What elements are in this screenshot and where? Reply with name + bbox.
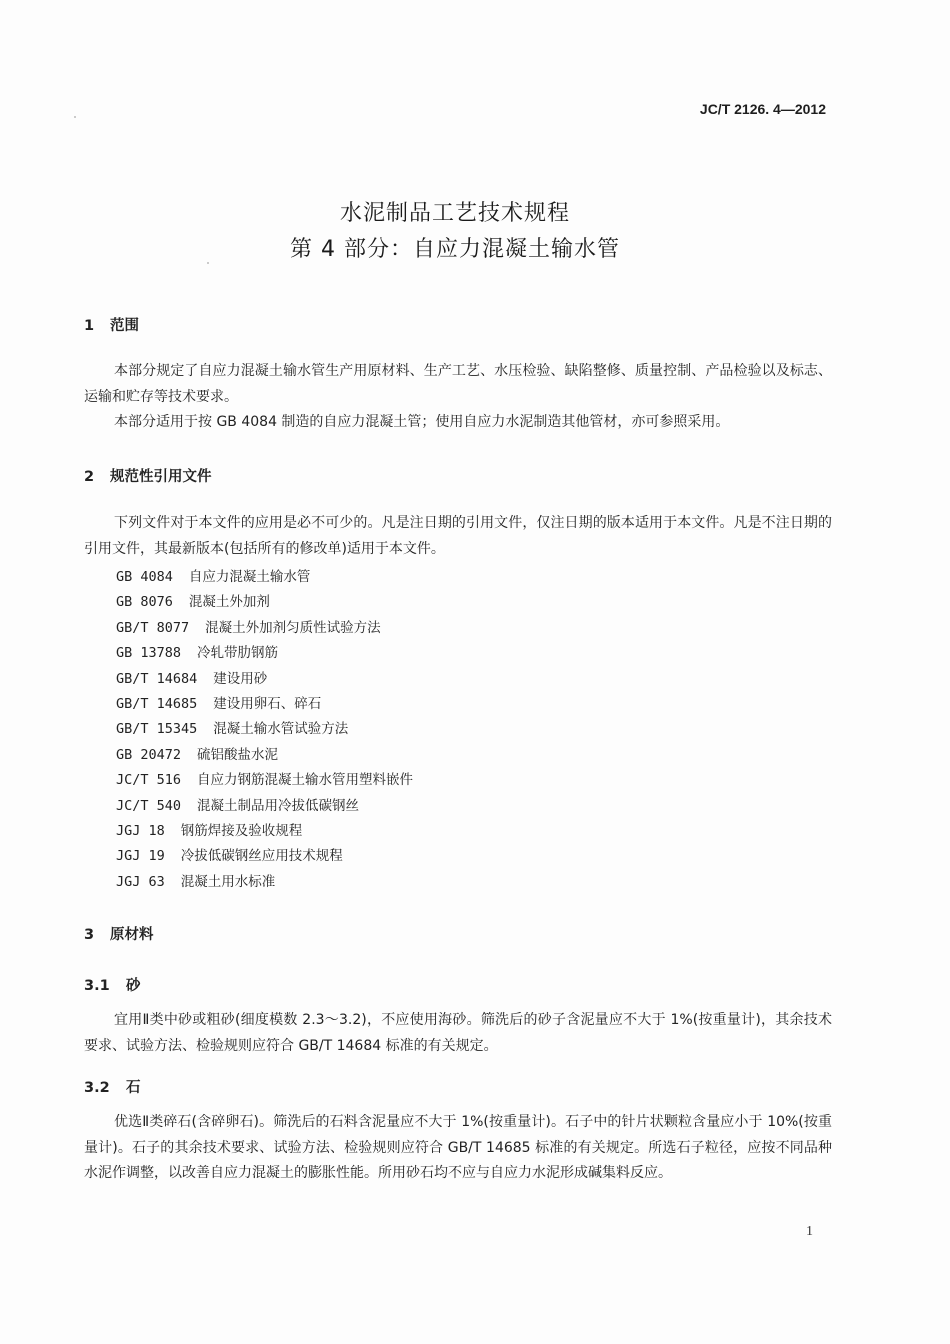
- section-2-heading: [84, 465, 212, 486]
- section-title: 规范性引用文件: [110, 469, 212, 485]
- reference-code: JGJ 18: [116, 822, 165, 839]
- scan-speck: [207, 262, 209, 264]
- reference-item: [116, 667, 413, 692]
- reference-code: GB 13788: [116, 645, 182, 662]
- section-3-2-heading: [84, 1076, 141, 1097]
- section-3-1-heading: [84, 974, 141, 995]
- section-3-1-paragraph: 宜用Ⅱ类中砂或粗砂(细度模数 2.3～3.2)，不应使用海砂。筛洗后的砂子含泥量应不大于 1%(按重量计)，其余技术要求、试验方法、检验规则应符合 GB/T 14684 标准的有关规定。: [84, 1012, 832, 1054]
- reference-code: JGJ 63: [116, 873, 165, 890]
- reference-title: 混凝土用水标准: [180, 873, 276, 890]
- reference-title: 钢筋焊接及验收规程: [180, 822, 303, 839]
- section-title: 原材料: [110, 927, 154, 943]
- page-number: 1: [806, 1224, 813, 1239]
- reference-code: GB 20472: [116, 746, 182, 763]
- reference-title: 硫铝酸盐水泥: [197, 746, 279, 763]
- reference-item: [116, 590, 413, 615]
- reference-title: 混凝土外加剂: [188, 594, 270, 611]
- reference-code: GB 8076: [116, 594, 173, 611]
- section-title: 石: [126, 1080, 141, 1096]
- reference-item: [116, 794, 413, 819]
- section-number: 3: [84, 927, 95, 943]
- section-number: 3.1: [84, 978, 110, 994]
- reference-title: 建设用砂: [213, 670, 268, 687]
- normative-references-list: [116, 565, 413, 895]
- reference-item: [116, 692, 413, 717]
- standard-code: JC/T 2126. 4—2012: [699, 101, 826, 117]
- section-title: 范围: [110, 318, 139, 334]
- reference-item: [116, 616, 413, 641]
- section-1-paragraph-2: 本部分适用于按 GB 4084 制造的自应力混凝土管；使用自应力水泥制造其他管材，亦可参照采用。: [114, 414, 730, 430]
- reference-title: 冷轧带肋钢筋: [197, 645, 279, 662]
- reference-title: 混凝土输水管试验方法: [213, 721, 349, 738]
- reference-item: [116, 641, 413, 666]
- section-number: 3.2: [84, 1080, 110, 1096]
- reference-title: 自应力钢筋混凝土输水管用塑料嵌件: [197, 772, 414, 789]
- reference-item: [116, 717, 413, 742]
- section-title: 砂: [126, 978, 141, 994]
- section-1-paragraph-1: 本部分规定了自应力混凝土输水管生产用原材料、生产工艺、水压检验、缺陷整修、质量控制、产品检验以及标志、运输和贮存等技术要求。: [84, 363, 832, 405]
- reference-item: [116, 743, 413, 768]
- section-3-2-paragraph: 优选Ⅱ类碎石(含碎卵石)。筛洗后的石料含泥量应不大于 1%(按重量计)。石子中的针片状颗粒含量应小于 10%(按重量计)。石子的其余技术要求、试验方法、检验规则应符合 GB/T 14685 标准的有关规定。所选石子粒径，应按不同品种水泥作调整，以改善自应力混凝土的膨胀性能。所用砂石均不应与自应力水泥形成碱集料反应。: [84, 1114, 832, 1182]
- reference-code: GB 4084: [116, 569, 173, 585]
- reference-title: 混凝土外加剂匀质性试验方法: [205, 619, 381, 636]
- reference-title: 自应力混凝土输水管: [188, 569, 311, 585]
- reference-code: JC/T 540: [116, 797, 182, 814]
- reference-code: GB/T 8077: [116, 619, 190, 636]
- section-number: 2: [84, 469, 95, 485]
- reference-title: 冷拔低碳钢丝应用技术规程: [180, 848, 343, 865]
- reference-code: JC/T 516: [116, 772, 182, 789]
- section-1-heading: [84, 314, 139, 335]
- reference-code: GB/T 14684: [116, 670, 198, 687]
- reference-code: GB/T 14685: [116, 695, 198, 712]
- reference-code: GB/T 15345: [116, 721, 198, 738]
- section-2-paragraph-1: 下列文件对于本文件的应用是必不可少的。凡是注日期的引用文件，仅注日期的版本适用于本文件。凡是不注日期的引用文件，其最新版本(包括所有的修改单)适用于本文件。: [84, 515, 832, 557]
- reference-item: [116, 768, 413, 793]
- reference-title: 建设用卵石、碎石: [213, 695, 322, 712]
- reference-code: JGJ 19: [116, 848, 165, 865]
- section-number: 1: [84, 318, 95, 334]
- reference-item: [116, 819, 413, 844]
- document-title: 水泥制品工艺技术规程: [339, 201, 570, 226]
- document-subtitle: 第 4 部分：自应力混凝土输水管: [290, 237, 620, 262]
- section-3-heading: [84, 923, 154, 944]
- reference-title: 混凝土制品用冷拔低碳钢丝: [197, 797, 360, 814]
- reference-item: [116, 844, 413, 869]
- scan-speck: [74, 116, 76, 118]
- reference-item: [116, 870, 413, 895]
- reference-item: [116, 565, 413, 590]
